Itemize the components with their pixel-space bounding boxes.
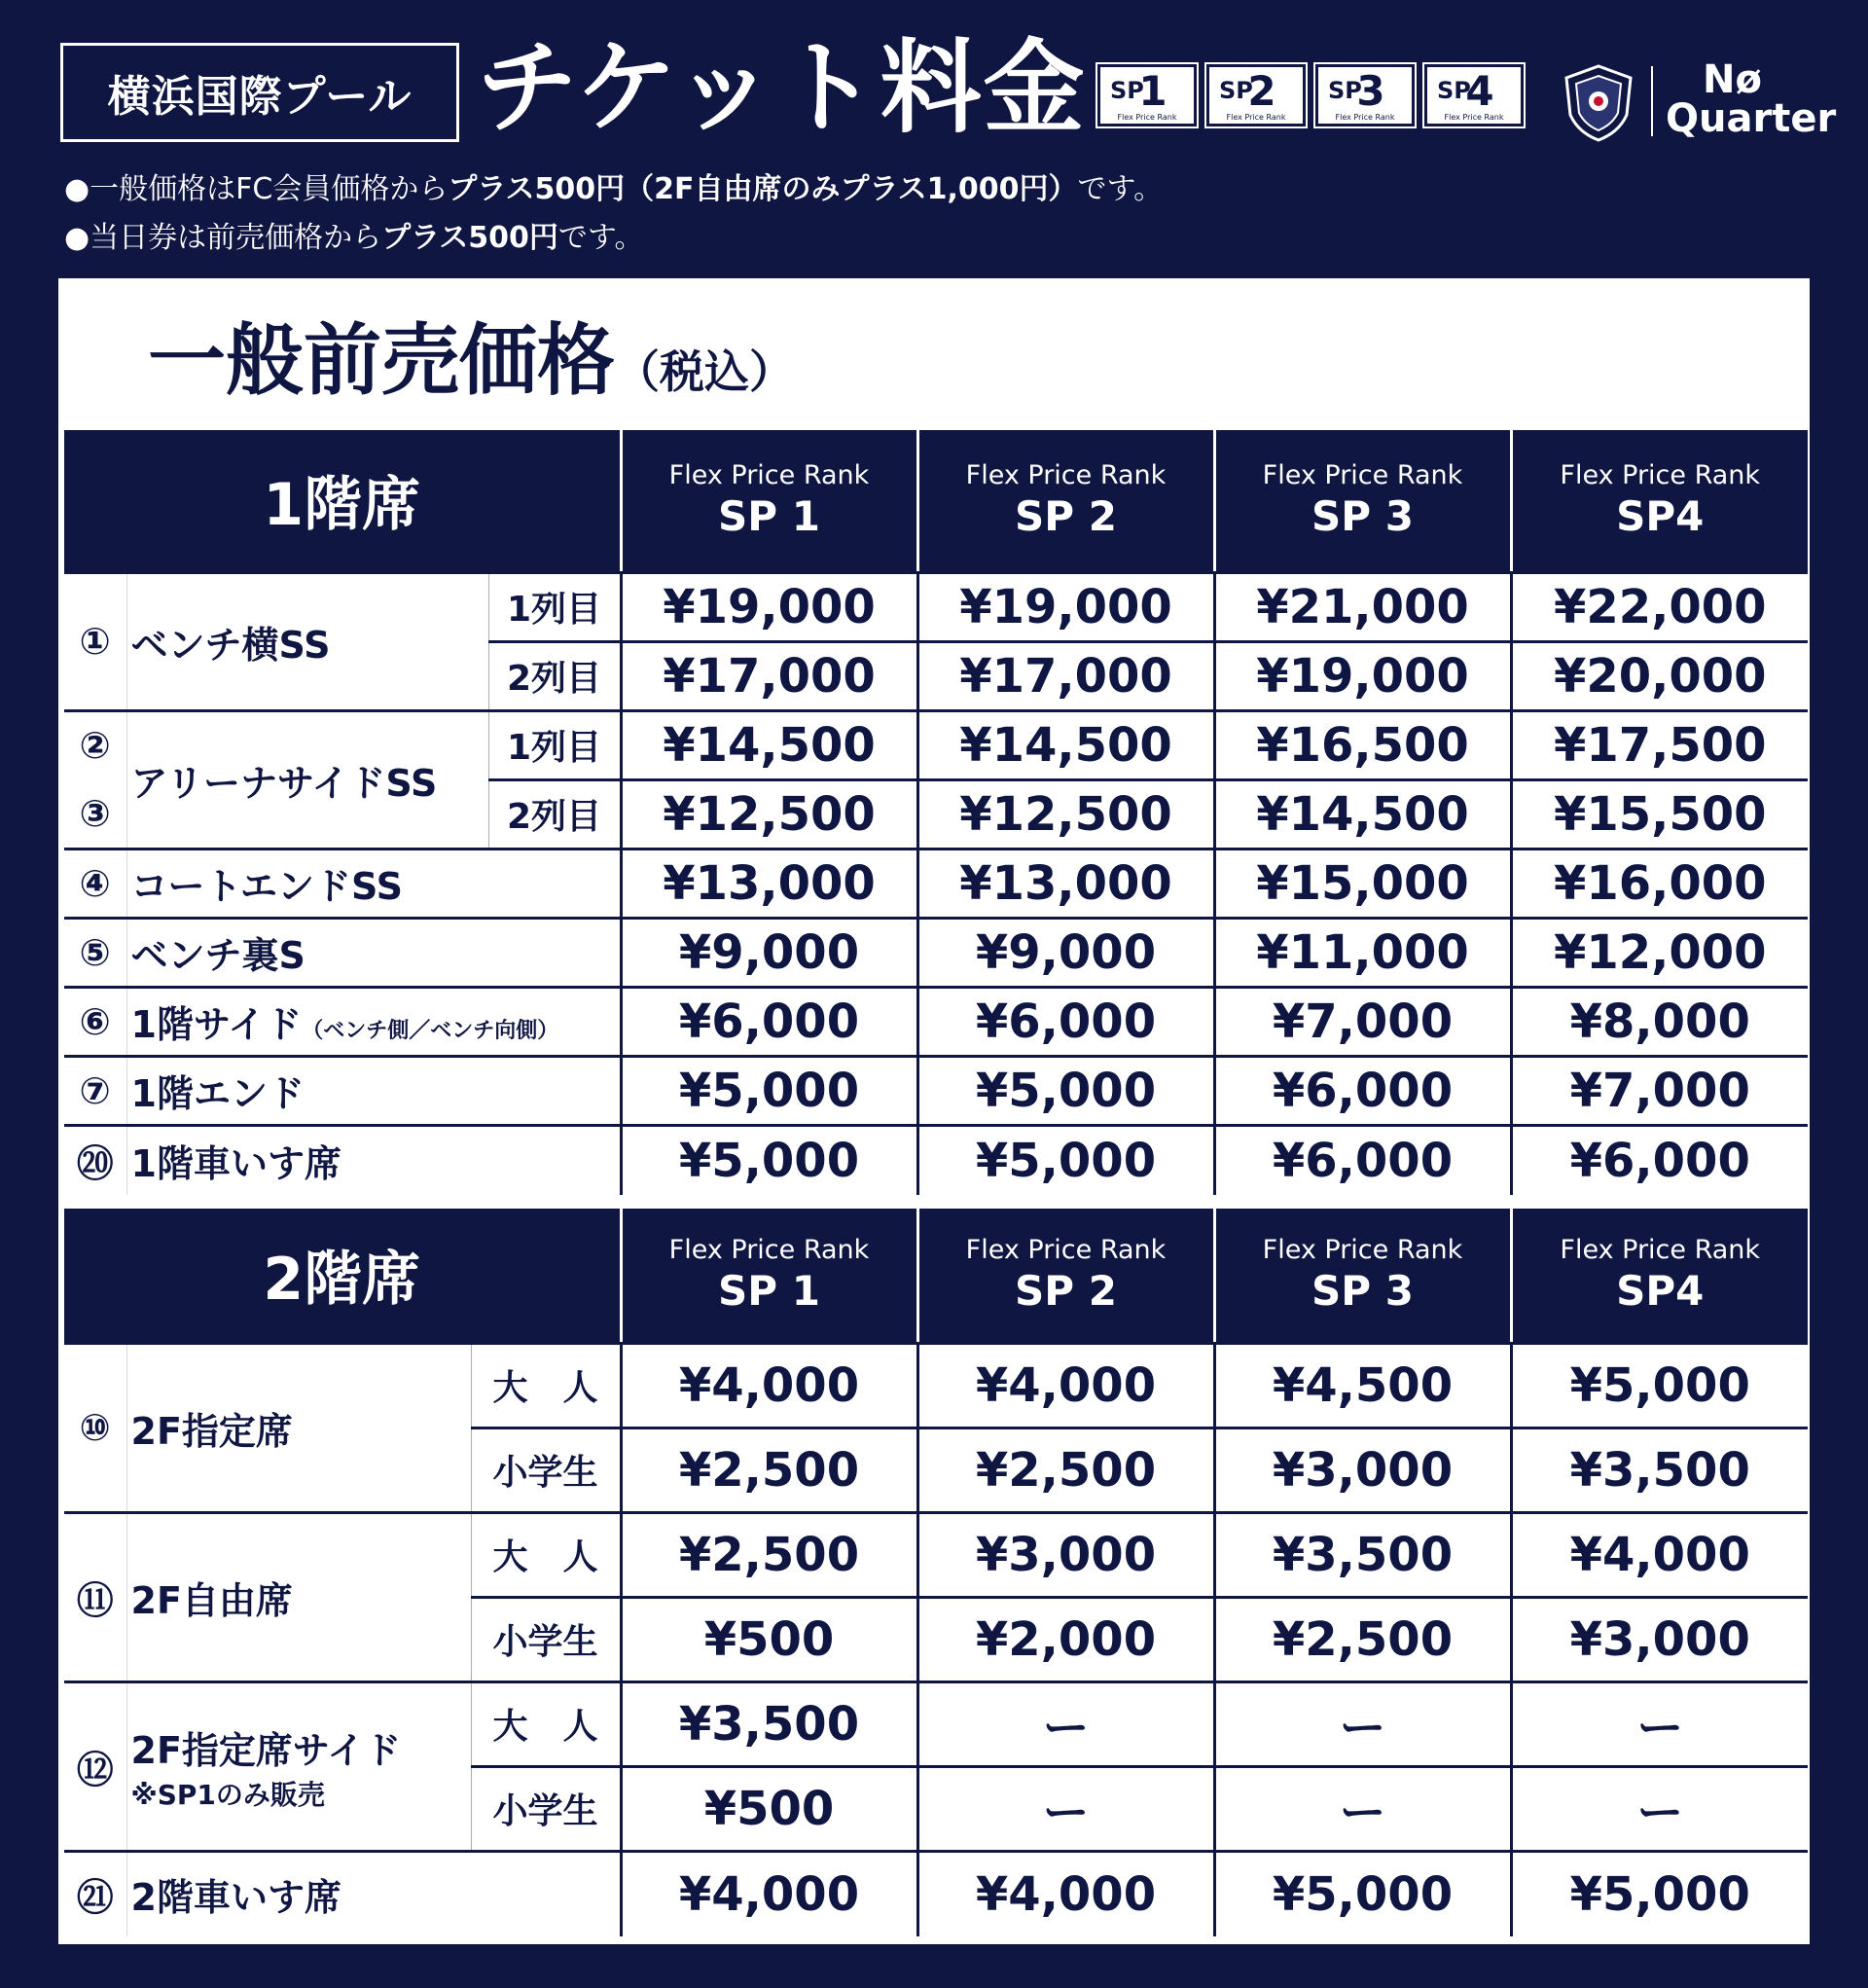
- price-cell: ¥4,000: [621, 1343, 917, 1428]
- price-cell: ¥6,000: [917, 987, 1214, 1056]
- price-cell: ¥17,000: [917, 641, 1214, 710]
- price-cell: ¥9,000: [621, 918, 917, 987]
- badge-caption: Flex Price Rank: [1117, 113, 1177, 122]
- price-cell: ¥2,500: [621, 1512, 917, 1597]
- floor2-title: 2階席: [64, 1209, 621, 1343]
- price-notes: [64, 165, 1163, 263]
- price-cell: ¥2,500: [621, 1428, 917, 1512]
- row-label: 小学生: [471, 1597, 621, 1681]
- price-cell: ¥13,000: [621, 849, 917, 918]
- price-cell: ¥17,000: [621, 641, 917, 710]
- price-cell: ¥3,500: [1511, 1428, 1808, 1512]
- panel-title: 一般前売価格（税込）: [148, 315, 794, 406]
- price-cell: ー: [1511, 1766, 1808, 1851]
- club-crest-icon: [1561, 62, 1636, 144]
- seat-note: ※SP1のみ販売: [130, 1778, 325, 1811]
- price-cell: ¥15,500: [1511, 779, 1808, 849]
- row-label: 1列目: [488, 710, 621, 779]
- price-cell: ¥12,500: [917, 779, 1214, 849]
- seat-number: ⑪: [64, 1512, 126, 1681]
- price-cell: ¥2,500: [1214, 1597, 1511, 1681]
- price-cell: ¥4,000: [621, 1851, 917, 1936]
- seat-name: アリーナサイドSS: [126, 710, 488, 849]
- seat-number: ⑳: [76, 1142, 114, 1186]
- price-cell: ¥3,000: [917, 1512, 1214, 1597]
- row-label: 大 人: [471, 1512, 621, 1597]
- seat-name: 1階エンド: [126, 1056, 621, 1125]
- rank-sp4-header: Flex Price Rank SP4: [1511, 430, 1808, 572]
- table-row: [64, 1681, 1808, 1766]
- price-cell: ¥14,500: [621, 710, 917, 779]
- seat-number: ⑦: [64, 1056, 126, 1125]
- price-cell: ¥20,000: [1511, 641, 1808, 710]
- seat-name: 2F指定席: [126, 1343, 471, 1512]
- price-cell: ¥3,000: [1214, 1428, 1511, 1512]
- price-cell: ¥5,000: [1511, 1343, 1808, 1428]
- price-cell: ¥7,000: [1214, 987, 1511, 1056]
- floor2-header-row: [64, 1209, 1808, 1343]
- table-row: [64, 1851, 1808, 1936]
- badge-number: 3: [1356, 67, 1385, 115]
- rank-sp1-header: Flex Price Rank SP 1: [621, 430, 917, 572]
- price-cell: ¥5,000: [917, 1056, 1214, 1125]
- price-cell: ¥8,000: [1511, 987, 1808, 1056]
- price-cell: ¥15,000: [1214, 849, 1511, 918]
- seat-number: ③: [64, 779, 126, 849]
- price-cell: ¥4,000: [917, 1343, 1214, 1428]
- table-row: [64, 987, 1808, 1056]
- table-row: [64, 918, 1808, 987]
- price-cell: ¥4,000: [917, 1851, 1214, 1936]
- price-cell: ¥9,000: [917, 918, 1214, 987]
- price-cell: ー: [917, 1766, 1214, 1851]
- price-cell: ー: [1214, 1681, 1511, 1766]
- badge-caption: Flex Price Rank: [1335, 113, 1395, 122]
- seat-number: ㉑: [76, 1876, 114, 1920]
- badge-sp-label: SP: [1328, 77, 1362, 104]
- price-cell: ¥5,000: [917, 1125, 1214, 1195]
- floor2-price-table: [64, 1209, 1808, 1936]
- price-cell: ¥3,000: [1511, 1597, 1808, 1681]
- floor1-header-row: [64, 430, 1808, 572]
- price-cell: ¥5,000: [621, 1125, 917, 1195]
- seat-number: ②: [79, 724, 111, 768]
- badge-number: 2: [1247, 67, 1276, 115]
- price-cell: ¥500: [621, 1766, 917, 1851]
- price-cell: ¥14,500: [917, 710, 1214, 779]
- price-cell: ¥4,000: [1511, 1512, 1808, 1597]
- venue-label: 横浜国際プール: [60, 43, 459, 142]
- rank-sp3-header: Flex Price Rank SP 3: [1214, 430, 1511, 572]
- row-label: 1列目: [488, 572, 621, 641]
- sp4-badge: [1424, 64, 1524, 127]
- price-cell: ¥19,000: [621, 572, 917, 641]
- badge-sp-label: SP: [1437, 77, 1471, 104]
- badge-number: 1: [1138, 67, 1168, 115]
- seat-name: 1階車いす席: [126, 1125, 621, 1195]
- price-cell: ー: [1511, 1681, 1808, 1766]
- price-cell: ¥3,500: [621, 1681, 917, 1766]
- rank-sp2-header: Flex Price Rank SP 2: [917, 1209, 1214, 1343]
- badge-sp-label: SP: [1219, 77, 1253, 104]
- price-cell: ¥500: [621, 1597, 917, 1681]
- badge-caption: Flex Price Rank: [1444, 113, 1504, 122]
- badge-sp-label: SP: [1110, 77, 1144, 104]
- price-cell: ¥5,000: [621, 1056, 917, 1125]
- badge-number: 4: [1465, 67, 1494, 115]
- seat-name: 2F自由席: [126, 1512, 471, 1681]
- rank-sp3-header: Flex Price Rank SP 3: [1214, 1209, 1511, 1343]
- table-row: [64, 572, 1808, 641]
- table-row: [64, 849, 1808, 918]
- price-cell: ¥6,000: [1214, 1056, 1511, 1125]
- price-cell: ¥3,500: [1214, 1512, 1511, 1597]
- row-label: 2列目: [488, 779, 621, 849]
- table-row: [64, 1343, 1808, 1428]
- table-row: [64, 1125, 1808, 1195]
- price-cell: ¥11,000: [1214, 918, 1511, 987]
- no-quarter-logo: Nø Quarter: [1666, 57, 1837, 141]
- seat-number: ①: [64, 572, 126, 710]
- price-cell: ¥12,000: [1511, 918, 1808, 987]
- row-label: 小学生: [471, 1428, 621, 1512]
- sp3-badge: [1315, 64, 1415, 127]
- badge-caption: Flex Price Rank: [1226, 113, 1286, 122]
- price-cell: ¥16,000: [1511, 849, 1808, 918]
- seat-number: ⑥: [64, 987, 126, 1056]
- row-label: 大 人: [471, 1343, 621, 1428]
- floor1-price-table: [64, 430, 1808, 1195]
- price-cell: ¥16,500: [1214, 710, 1511, 779]
- seat-name: ベンチ裏S: [126, 918, 621, 987]
- price-cell: ¥6,000: [621, 987, 917, 1056]
- price-cell: ¥2,000: [917, 1597, 1214, 1681]
- row-label: 小学生: [471, 1766, 621, 1851]
- seat-number: ⑫: [64, 1681, 126, 1851]
- sp2-badge: [1206, 64, 1306, 127]
- sp-badges: [1097, 64, 1524, 127]
- seat-note: （ベンチ側／ベンチ向側）: [302, 1019, 559, 1043]
- sp1-badge: [1097, 64, 1197, 127]
- row-label: 2列目: [488, 641, 621, 710]
- seat-name: 2F指定席サイド ※SP1のみ販売: [126, 1681, 471, 1851]
- seat-number: ⑩: [64, 1343, 126, 1512]
- floor1-title: 1階席: [64, 430, 621, 572]
- price-cell: ¥19,000: [1214, 641, 1511, 710]
- table-row: [64, 1056, 1808, 1125]
- price-cell: ー: [917, 1681, 1214, 1766]
- price-cell: ¥13,000: [917, 849, 1214, 918]
- note-line-2: ●当日券は前売価格からプラス500円です。: [64, 221, 644, 255]
- rank-sp1-header: Flex Price Rank SP 1: [621, 1209, 917, 1343]
- seat-name: ベンチ横SS: [126, 572, 488, 710]
- price-cell: ¥6,000: [1511, 1125, 1808, 1195]
- price-panel: [58, 278, 1810, 1944]
- seat-number: ⑤: [64, 918, 126, 987]
- price-cell: ¥4,500: [1214, 1343, 1511, 1428]
- price-cell: ¥12,500: [621, 779, 917, 849]
- price-cell: ¥5,000: [1511, 1851, 1808, 1936]
- price-cell: ¥19,000: [917, 572, 1214, 641]
- table-row: [64, 1512, 1808, 1597]
- note-line-1: ●一般価格はFC会員価格からプラス500円（2F自由席のみプラス1,000円）です。: [64, 172, 1164, 206]
- seat-number: ④: [64, 849, 126, 918]
- price-cell: ¥6,000: [1214, 1125, 1511, 1195]
- table-row: [64, 710, 1808, 779]
- seat-name: コートエンドSS: [126, 849, 621, 918]
- rank-sp2-header: Flex Price Rank SP 2: [917, 430, 1214, 572]
- price-cell: ¥5,000: [1214, 1851, 1511, 1936]
- price-cell: ¥21,000: [1214, 572, 1511, 641]
- rank-sp4-header: Flex Price Rank SP4: [1511, 1209, 1808, 1343]
- price-cell: ー: [1214, 1766, 1511, 1851]
- page-title: チケット料金: [477, 28, 1087, 147]
- price-cell: ¥17,500: [1511, 710, 1808, 779]
- row-label: 大 人: [471, 1681, 621, 1766]
- seat-name: 2階車いす席: [126, 1851, 621, 1936]
- logo-divider: [1651, 66, 1653, 136]
- price-cell: ¥22,000: [1511, 572, 1808, 641]
- seat-name: 1階サイド（ベンチ側／ベンチ向側）: [126, 987, 621, 1056]
- price-cell: ¥2,500: [917, 1428, 1214, 1512]
- price-cell: ¥7,000: [1511, 1056, 1808, 1125]
- price-cell: ¥14,500: [1214, 779, 1511, 849]
